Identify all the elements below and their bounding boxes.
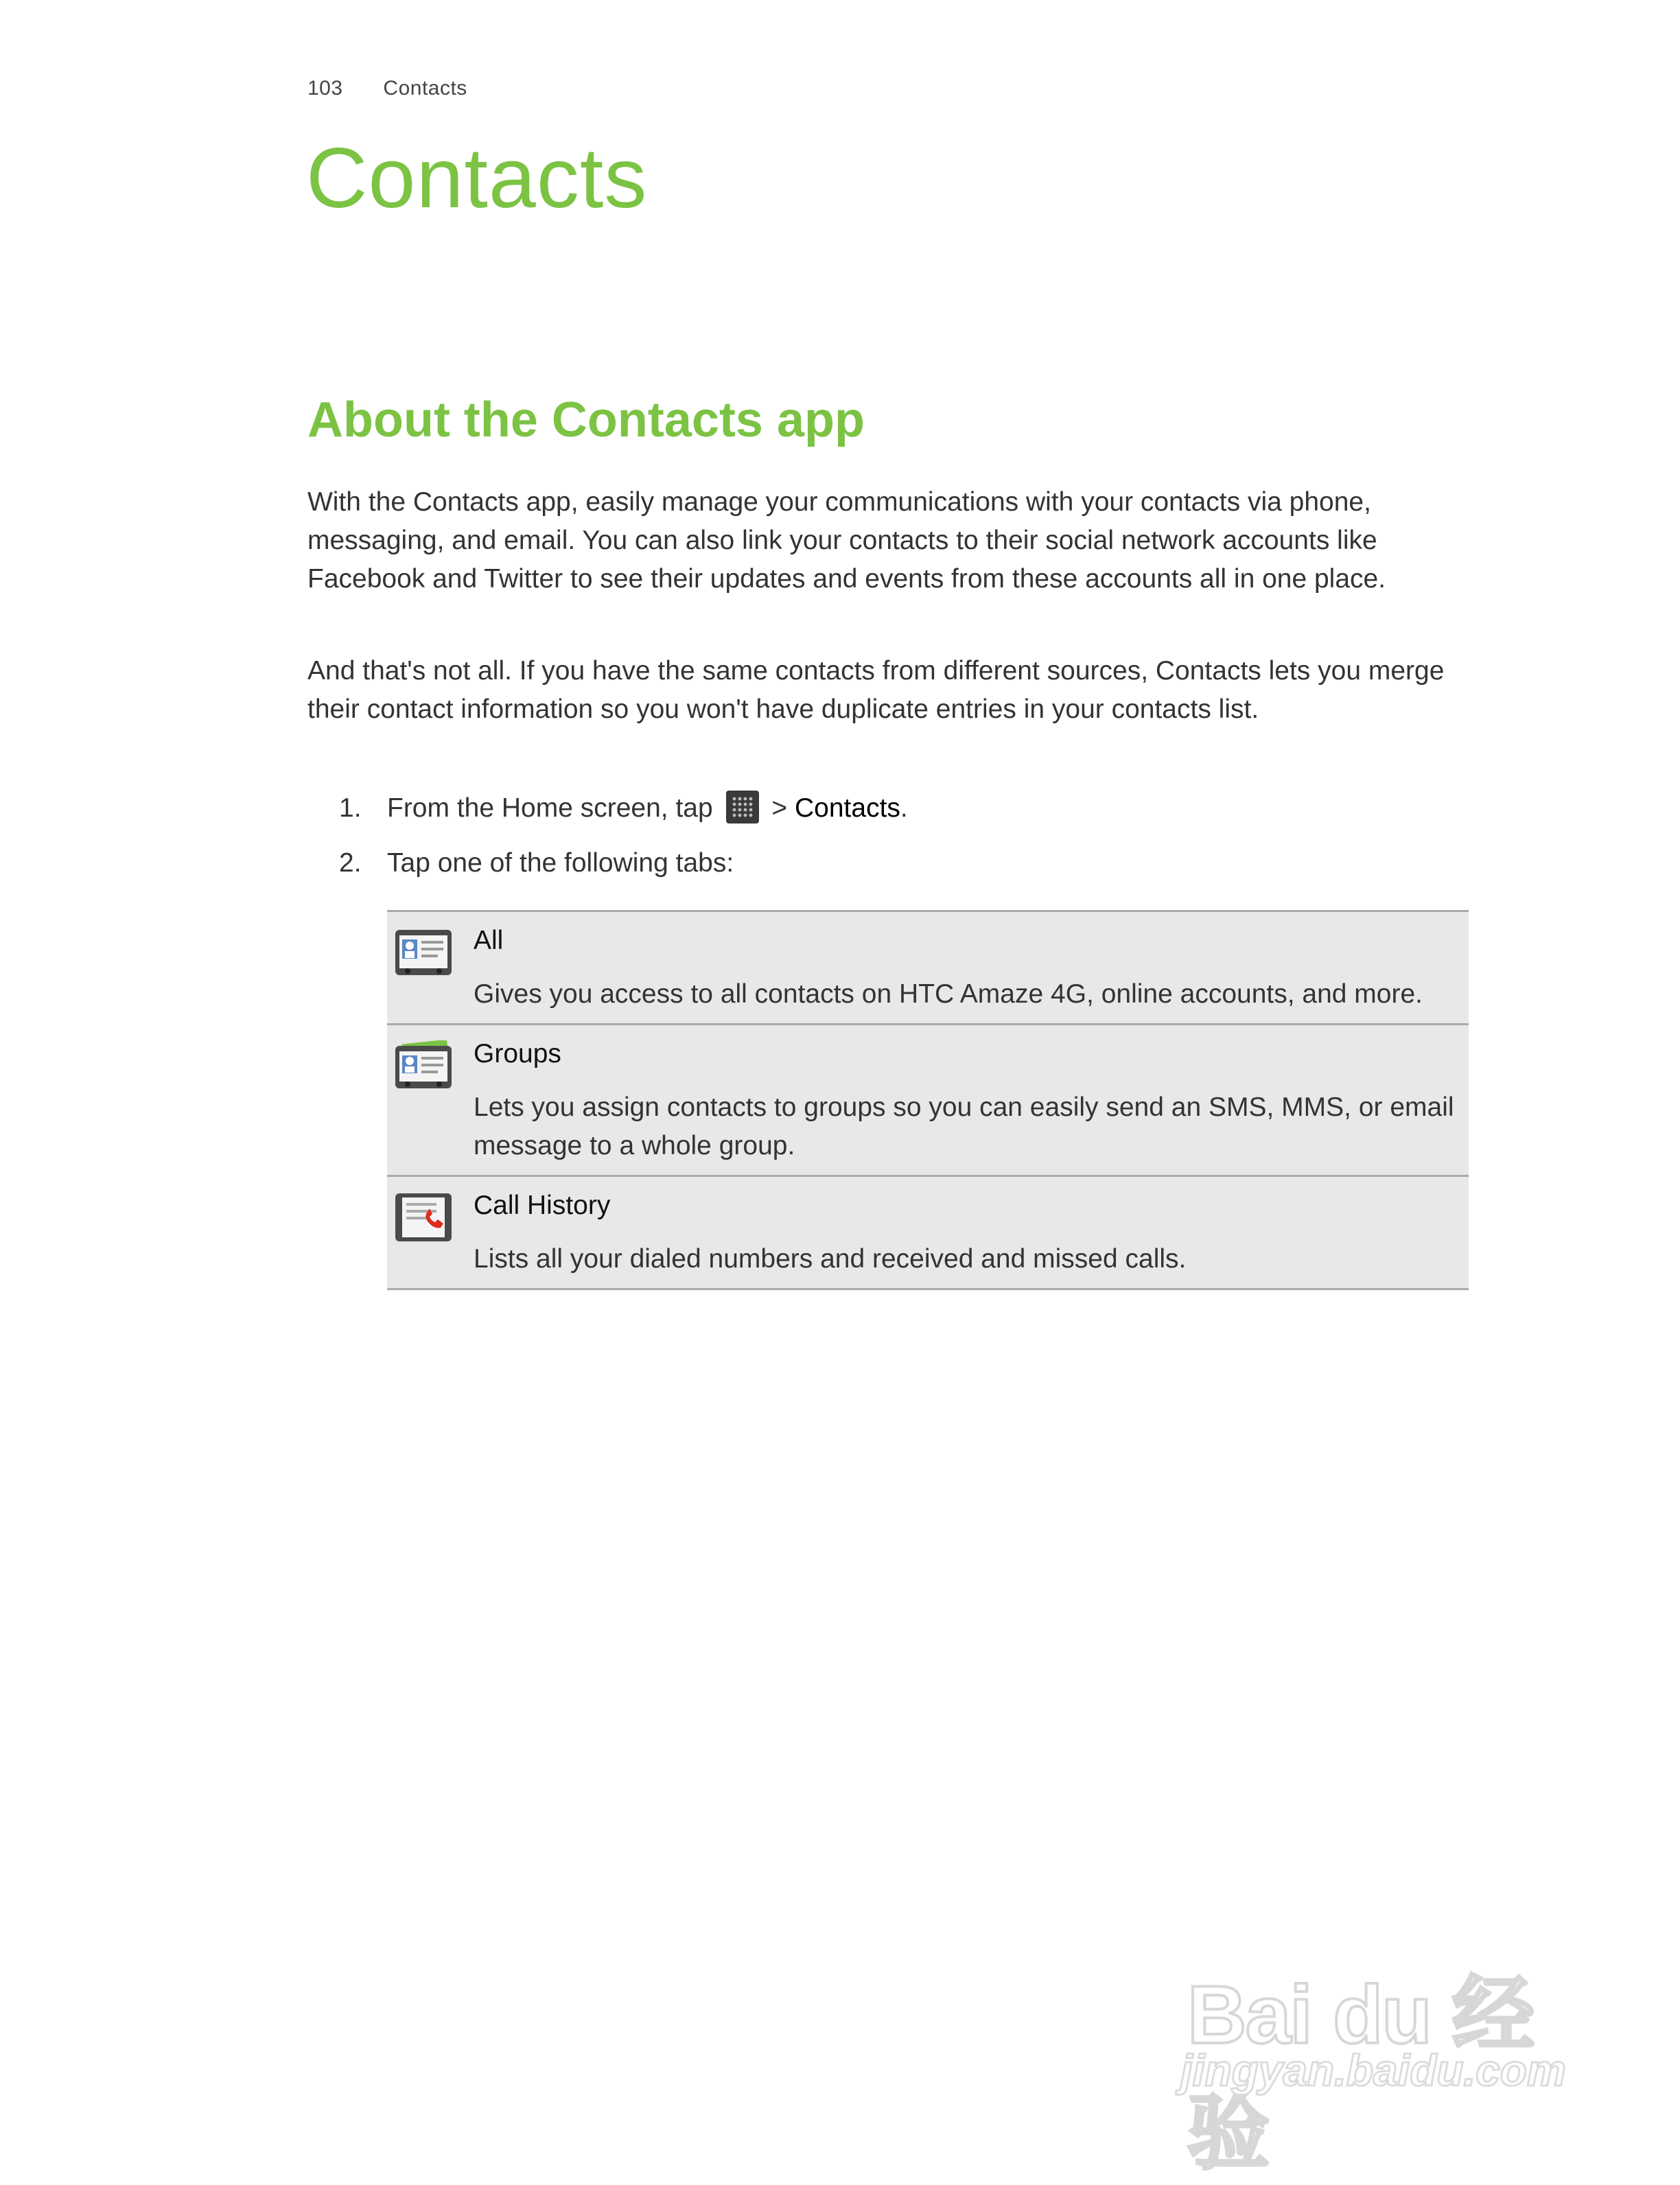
step-text bbox=[387, 789, 908, 828]
watermark-logo: Bai du 经验 bbox=[1187, 1969, 1534, 2179]
baidu-watermark bbox=[1180, 1894, 1566, 2179]
page-number: 103 bbox=[307, 77, 343, 100]
contact-card-icon bbox=[394, 927, 453, 978]
tab-description: Gives you access to all contacts on HTC Amaze 4G, online accounts, and more. bbox=[474, 979, 1423, 1009]
tab-name: All bbox=[474, 926, 504, 955]
all-apps-icon bbox=[726, 791, 759, 823]
tab-row-all bbox=[387, 912, 1469, 1025]
groups-icon bbox=[394, 1040, 453, 1091]
steps-list bbox=[307, 789, 1488, 899]
running-header bbox=[307, 77, 467, 100]
step-number: 2. bbox=[339, 848, 362, 878]
step-end: . bbox=[900, 793, 908, 823]
tab-name: Call History bbox=[474, 1191, 611, 1220]
step-text-before: From the Home screen, tap bbox=[387, 793, 713, 823]
tab-row-groups bbox=[387, 1025, 1469, 1177]
step-text: Tap one of the following tabs: bbox=[387, 848, 734, 878]
chapter-title: Contacts bbox=[306, 131, 648, 226]
tab-description: Lists all your dialed numbers and received and missed calls. bbox=[474, 1244, 1187, 1274]
call-history-icon bbox=[394, 1192, 453, 1243]
tabs-table bbox=[387, 910, 1469, 1290]
intro-paragraph: With the Contacts app, easily manage your communications with your contacts via phone, messaging, and email. You can also link your contacts to their social network accounts like Facebook and Twitter to see their updates and events from these accounts all in one place. bbox=[307, 487, 1386, 594]
step-number: 1. bbox=[339, 793, 362, 823]
tab-row-call-history bbox=[387, 1177, 1469, 1290]
step-1 bbox=[307, 789, 1488, 828]
step-separator: > bbox=[771, 793, 788, 823]
tab-name: Groups bbox=[474, 1039, 561, 1068]
step-2 bbox=[307, 844, 1488, 883]
watermark-url: jingyan.baidu.com bbox=[1180, 2046, 1566, 2095]
tab-description: Lets you assign contacts to groups so you can easily send an SMS, MMS, or email message to a whole group. bbox=[474, 1092, 1454, 1160]
section-title: About the Contacts app bbox=[307, 393, 865, 447]
running-title: Contacts bbox=[383, 77, 467, 100]
contacts-target: Contacts bbox=[795, 793, 900, 823]
merge-paragraph: And that's not all. If you have the same contacts from different sources, Contacts lets you merge their contact information so you won't have duplicate entries in your contacts list. bbox=[307, 656, 1445, 724]
